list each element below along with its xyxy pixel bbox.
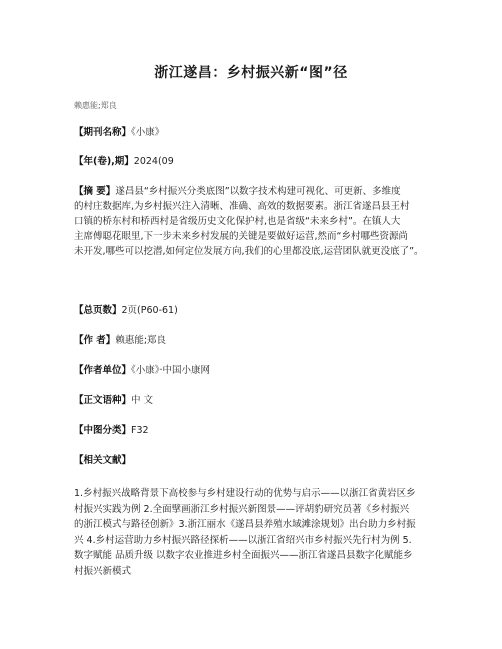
abstract-line: 未开发,哪些可以挖潜,如何定位发展方向,我们的心里都没底,运营团队就更没底了”。 <box>74 246 424 257</box>
abstract-line: 口镇的桥东村和桥西村是省级历史文化保护村,也是省级“未来乡村”。在镇人大 <box>74 216 401 227</box>
clc-label: 【中图分类】 <box>74 425 132 436</box>
issue-label: 【年(卷),期】 <box>74 156 134 167</box>
author-label: 【作 者】 <box>74 335 116 346</box>
affiliation-field <box>74 364 210 377</box>
abstract-line <box>74 184 439 199</box>
clc-field <box>74 424 149 437</box>
journal-field <box>74 126 164 139</box>
abstract-text: 遂昌县“乡村振兴分类底图”以数字技术构建可视化、可更新、多维度 <box>115 186 401 197</box>
language-field <box>74 394 153 407</box>
clc-value: F32 <box>131 425 149 436</box>
author-value: 赖惠能;郑良 <box>115 335 167 346</box>
reference-line: 村振兴新模式 <box>74 565 132 577</box>
reference-line: 的浙江模式与路径创新》3.浙江丽水《遂昌县养殖水域滩涂规划》出台助力乡村振 <box>74 519 416 530</box>
language-value: 中 文 <box>131 395 154 406</box>
article-title: 浙江遂昌：乡村振兴新“图”径 <box>154 65 348 81</box>
journal-label: 【期刊名称】 <box>74 127 132 138</box>
reference-line: 兴 4.乡村运营助力乡村振兴路径探析——以浙江省绍兴市乡村振兴先行村为例 5. <box>74 534 412 546</box>
issue-field <box>74 155 174 168</box>
pages-value: 2页(P60-61) <box>121 305 178 316</box>
related-label: 【相关文献】 <box>74 455 132 466</box>
related-heading <box>74 454 131 467</box>
author-field <box>74 334 166 347</box>
pages-field <box>74 304 178 317</box>
journal-value: 《小康》 <box>131 127 165 138</box>
reference-line: 村振兴实践为例 2.全面擘画浙江乡村振兴新图景——评胡豹研究员著《乡村振兴 <box>74 503 410 515</box>
reference-line: 数字赋能 品质升级 以数字农业推进乡村全面振兴——浙江省遂昌县数字化赋能乡 <box>74 550 413 561</box>
author-byline: 赖惠能;郑良 <box>74 101 117 110</box>
abstract-label: 【摘 要】 <box>74 186 116 197</box>
issue-value: 2024(09 <box>133 156 174 167</box>
pages-label: 【总页数】 <box>74 305 122 316</box>
reference-line: 1.乡村振兴战略背景下高校参与乡村建设行动的优势与启示——以浙江省黄岩区乡 <box>74 488 416 499</box>
abstract-line: 的村庄数据库,为乡村振兴注入清晰、准确、高效的数据要素。浙江省遂昌县王村 <box>74 201 410 212</box>
language-label: 【正文语种】 <box>74 395 132 406</box>
abstract-line: 主席傅聪花眼里,下一步未来乡村发展的关键是要做好运营,然而“乡村哪些资源尚 <box>74 231 408 242</box>
affiliation-value: 《小康》·中国小康网 <box>131 365 211 376</box>
affiliation-label: 【作者单位】 <box>74 365 132 376</box>
abstract-block <box>74 184 439 259</box>
references-list <box>74 486 439 579</box>
